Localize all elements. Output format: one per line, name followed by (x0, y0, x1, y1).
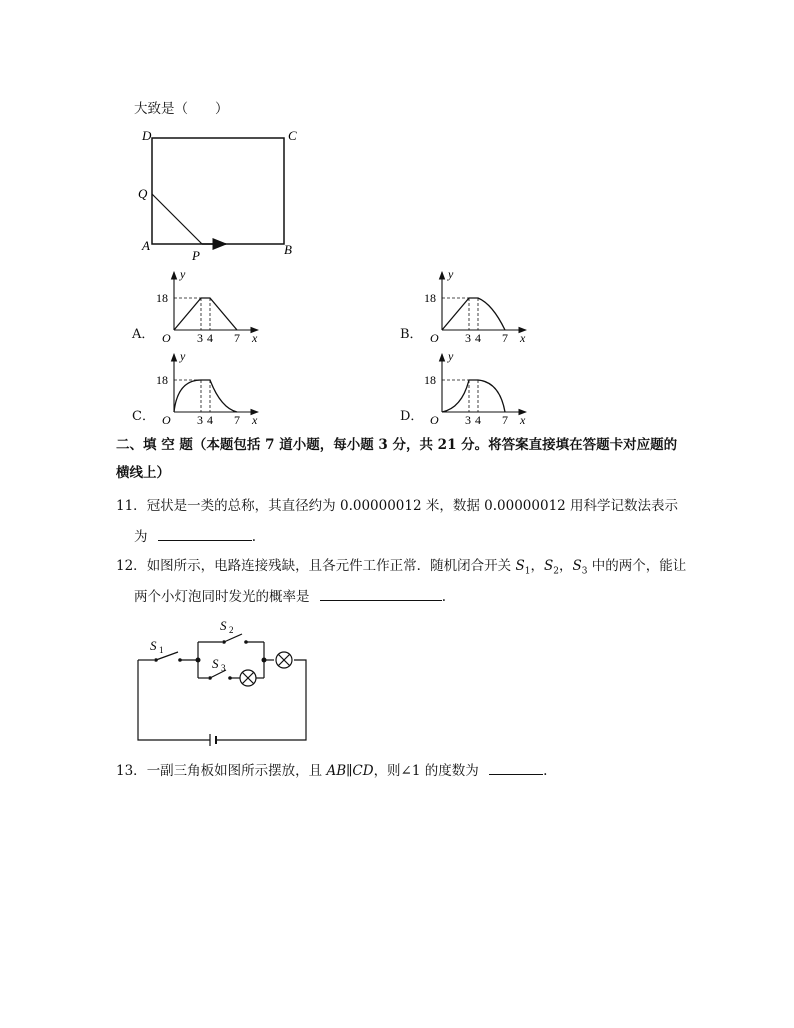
y-label: y (448, 349, 454, 363)
switch-s2-blade (224, 634, 242, 642)
label-b: B (284, 242, 292, 257)
q13-text-a: 一副三角板如图所示摆放，且 (146, 763, 327, 779)
x-label: x (520, 413, 526, 424)
option-a-label: A． (132, 327, 155, 342)
q10-stem-tail: 大致是（ ） (134, 101, 229, 117)
q11-line1 (116, 497, 678, 515)
option-d-graph (422, 348, 538, 424)
origin-label: O (162, 331, 171, 342)
q11-number: 11． (116, 498, 147, 514)
q13-answer-blank[interactable] (489, 760, 543, 775)
y-label: y (448, 267, 454, 281)
x-tick-7: 7 (234, 331, 240, 342)
circuit-label-s2: S (220, 618, 227, 633)
q13-number: 13． (116, 763, 147, 779)
q12-text-a: 如图所示，电路连接残缺，且各元件工作正常．随机闭合开关 (146, 558, 516, 574)
x-tick-4: 4 (475, 413, 481, 424)
option-c-label: C． (132, 409, 155, 424)
x-tick-4: 4 (475, 331, 481, 342)
section-heading-cont: 横线上） (116, 465, 170, 481)
q13-line (116, 760, 547, 780)
function-curve (442, 298, 505, 330)
options-grid (130, 266, 730, 426)
q11-text: 冠状是一类的总称，其直径约为 0.00000012 米，数据 0.00000012 用科学记数法表示 (146, 498, 679, 514)
q12-comma2: ， (558, 558, 573, 574)
wire-left-bottom (138, 660, 210, 740)
q12-s1-sub: 1 (524, 566, 531, 577)
circuit-label-s2-sub: 2 (229, 625, 234, 635)
q11-suffix: . (251, 529, 257, 545)
q12-line1 (116, 557, 686, 581)
q12-s2-sub: 2 (553, 566, 559, 577)
q12-s3: S (572, 558, 582, 574)
x-tick-3: 3 (197, 413, 203, 424)
x-tick-3: 3 (465, 413, 471, 424)
y-tick-18: 18 (424, 373, 436, 387)
label-a: A (142, 238, 150, 253)
x-tick-3: 3 (465, 331, 471, 342)
q12-s3-sub: 3 (581, 566, 588, 577)
option-d[interactable] (398, 348, 538, 424)
option-d-label: D． (400, 409, 424, 424)
q12-s1: S (515, 558, 525, 574)
function-curve (442, 380, 505, 412)
y-tick-18: 18 (156, 291, 168, 305)
rectangle-abcd (152, 138, 284, 244)
q11-prefix: 为 (134, 529, 148, 545)
q13-text-b: ，则∠1 的度数为 (373, 763, 479, 779)
q12-prefix: 两个小灯泡同时发光的概率是 (134, 589, 310, 605)
q12-number: 12． (116, 558, 147, 574)
circuit-label-s3: S (212, 656, 219, 671)
q13-suffix: . (543, 763, 548, 779)
option-c-graph (154, 348, 270, 424)
x-tick-3: 3 (197, 331, 203, 342)
function-curve (174, 380, 237, 412)
circuit-label-s3-sub: 3 (221, 663, 226, 673)
wire-bottom-right (216, 660, 306, 740)
q13-parallel: ∥ (346, 763, 353, 779)
option-a-graph (154, 266, 270, 342)
q11-answer-blank[interactable] (158, 526, 252, 541)
circuit-diagram (128, 612, 318, 748)
x-tick-7: 7 (502, 413, 508, 424)
y-tick-18: 18 (424, 291, 436, 305)
x-label: x (520, 331, 526, 342)
q11-line2 (134, 526, 256, 546)
origin-label: O (430, 413, 439, 424)
q12-s2: S (543, 558, 554, 574)
origin-label: O (430, 331, 439, 342)
q12-suffix: . (441, 589, 447, 605)
label-p: P (192, 248, 200, 263)
x-tick-4: 4 (207, 413, 213, 424)
option-b[interactable] (398, 266, 538, 342)
x-label: x (252, 331, 258, 342)
section-heading: 二、填 空 题（本题包括 7 道小题，每小题 3 分，共 21 分。将答案直接填在答题卡对应题的 (116, 437, 678, 453)
q12-answer-blank[interactable] (320, 586, 442, 601)
option-a[interactable] (130, 266, 270, 342)
label-d: D (142, 128, 152, 143)
q13-cd: CD (352, 763, 374, 779)
y-label: y (180, 349, 186, 363)
option-c[interactable] (130, 348, 270, 424)
option-b-graph (422, 266, 538, 342)
label-q: Q (138, 186, 148, 201)
x-tick-7: 7 (234, 413, 240, 424)
option-b-label: B． (400, 327, 423, 342)
rectangle-figure (130, 124, 320, 264)
origin-label: O (162, 413, 171, 424)
function-curve (174, 298, 237, 330)
q12-comma1: ， (530, 558, 544, 574)
circuit-label-s1-sub: 1 (159, 645, 164, 655)
x-tick-7: 7 (502, 331, 508, 342)
y-label: y (180, 267, 186, 281)
q12-text-b: 中的两个，能让 (587, 558, 687, 574)
segment-pq (152, 194, 202, 244)
label-c: C (288, 128, 297, 143)
q13-ab: AB (326, 763, 347, 779)
x-tick-4: 4 (207, 331, 213, 342)
q12-line2 (134, 586, 446, 606)
circuit-label-s1: S (150, 638, 157, 653)
y-tick-18: 18 (156, 373, 168, 387)
x-label: x (252, 413, 258, 424)
